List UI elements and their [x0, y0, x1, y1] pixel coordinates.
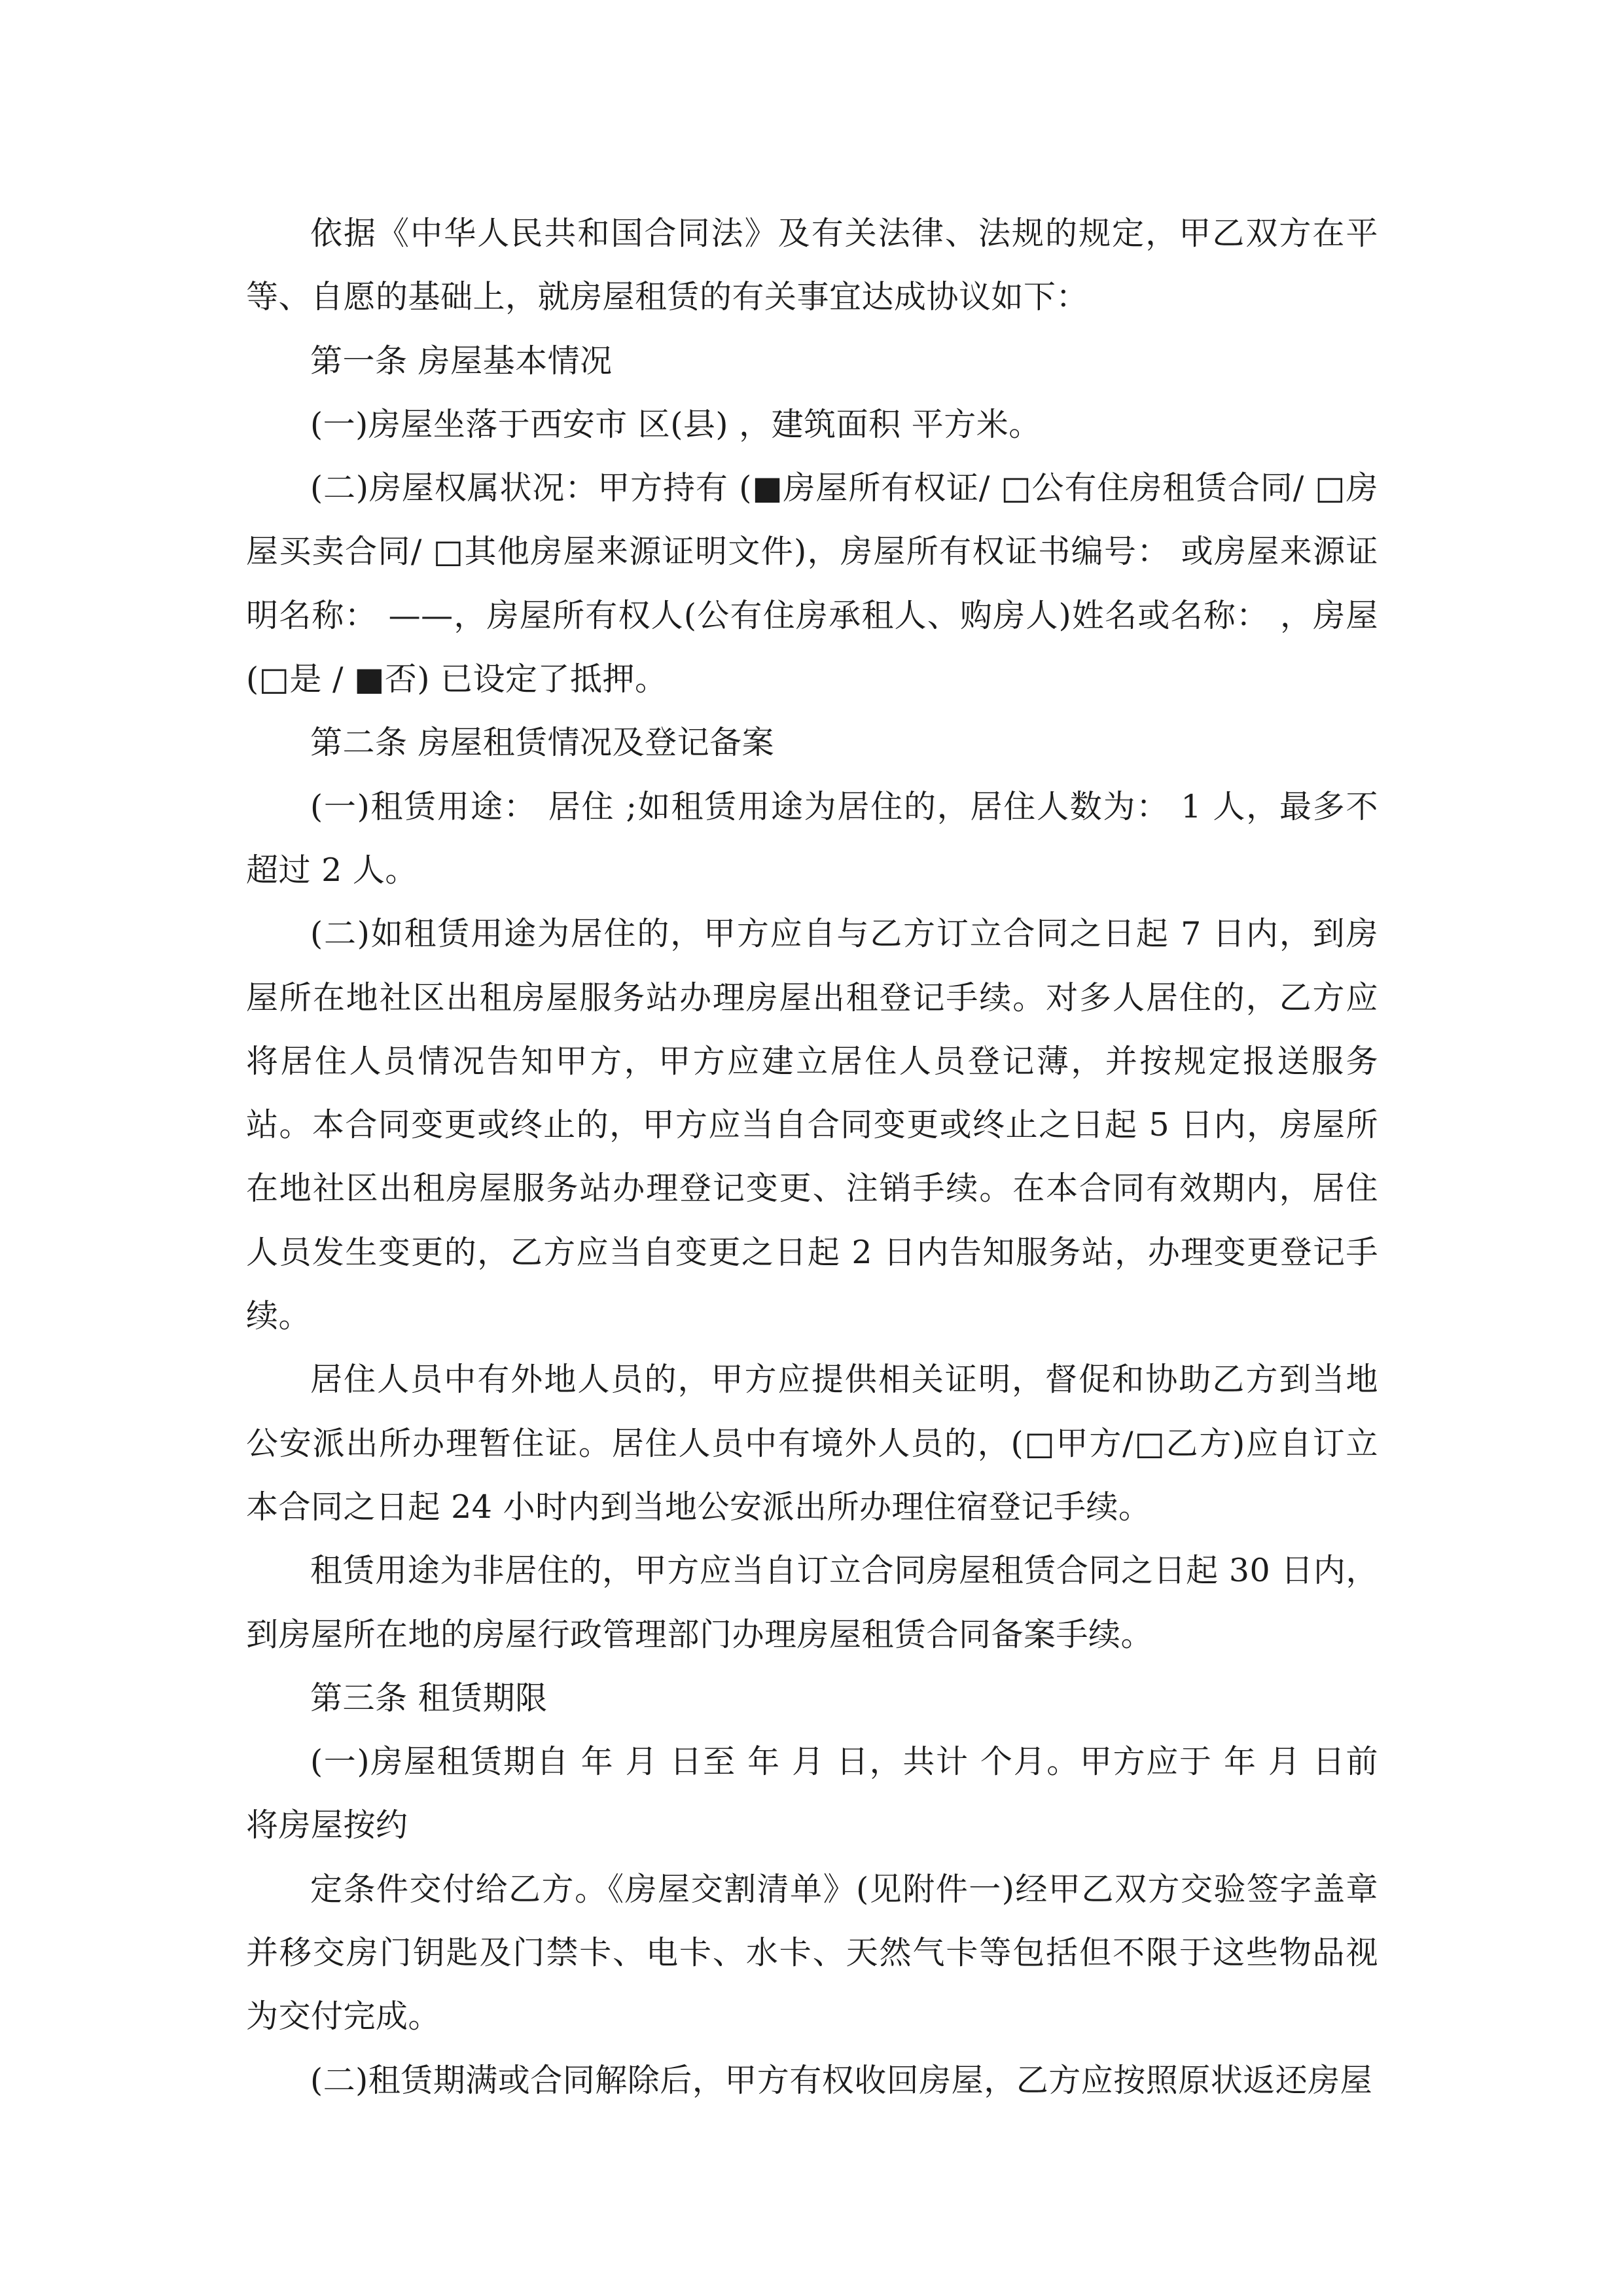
article-2-clause-1: (一)租赁用途： 居住 ;如租赁用途为居住的，居住人数为： 1 人，最多不超过 2 人。: [246, 787, 1378, 889]
article-2-foreign-residents: 居住人员中有外地人员的，甲方应提供相关证明，督促和协助乙方到当地公安派出所办理暂住证。居住人员中有境外人员的，(□甲方/□乙方)应自订立本合同之日起 24 小时内到当地公安派出所办理住宿登记手续。: [246, 1361, 1378, 1526]
article-1-clause-2: (二)房屋权属状况：甲方持有 (■房屋所有权证/ □公有住房租赁合同/ □房屋买卖合同/ □其他房屋来源证明文件)，房屋所有权证书编号： 或房屋来源证明名称： ——，房屋所有权人(公有住房承租人、购房人)姓名或名称： ，房屋(□是 / ■否) 已设定了抵押。: [246, 469, 1378, 698]
article-2-non-residential: 租赁用途为非居住的，甲方应当自订立合同房屋租赁合同之日起 30 日内，到房屋所在地的房屋行政管理部门办理房屋租赁合同备案手续。: [246, 1552, 1378, 1653]
article-2-heading: 第二条 房屋租赁情况及登记备案: [310, 724, 775, 762]
article-1-heading: 第一条 房屋基本情况: [310, 342, 613, 380]
article-3-clause-1-continued: 定条件交付给乙方。《房屋交割清单》(见附件一)经甲乙双方交验签字盖章并移交房门钥匙及门禁卡、电卡、水卡、天然气卡等包括但不限于这些物品视为交付完成。: [246, 1870, 1378, 2036]
article-3-clause-1: (一)房屋租赁期自 年 月 日至 年 月 日，共计 个月。甲方应于 年 月 日前将房屋按约: [246, 1743, 1378, 1844]
document-body: [246, 202, 1378, 2112]
intro-paragraph: 依据《中华人民共和国合同法》及有关法律、法规的规定，甲乙双方在平等、自愿的基础上，就房屋租赁的有关事宜达成协议如下：: [246, 215, 1378, 316]
article-2-clause-2: (二)如租赁用途为居住的，甲方应自与乙方订立合同之日起 7 日内，到房屋所在地社区出租房屋服务站办理房屋出租登记手续。对多人居住的，乙方应将居住人员情况告知甲方，甲方应建立居住人员登记薄，并按规定报送服务站。本合同变更或终止的，甲方应当自合同变更或终止之日起 5 日内，房屋所在地社区出租房屋服务站办理登记变更、注销手续。在本合同有效期内，居住人员发生变更的，乙方应当自变更之日起 2 日内告知服务站，办理变更登记手续。: [246, 915, 1378, 1335]
article-3-heading: 第三条 租赁期限: [310, 1679, 548, 1717]
article-3-clause-2: (二)租赁期满或合同解除后，甲方有权收回房屋，乙方应按照原状返还房屋: [310, 2061, 1373, 2099]
article-1-clause-1: (一)房屋坐落于西安市 区(县) ，建筑面积 平方米。: [310, 405, 1041, 443]
